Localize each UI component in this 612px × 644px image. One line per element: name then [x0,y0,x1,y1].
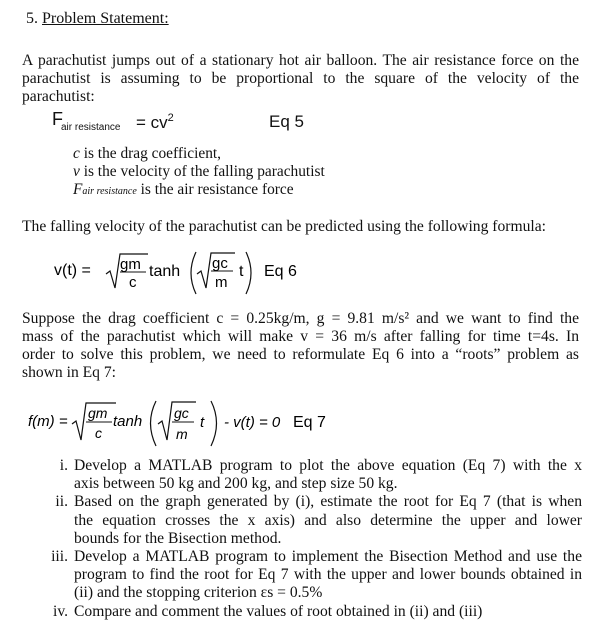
intro-line-1 [22,52,579,70]
task-num-2: ii. [55,493,68,511]
task-2-line-3: bounds for the Bisection method. [74,529,282,547]
task-3-line-3: (ii) and the stopping criterion εs = 0.5% [74,584,323,602]
eq6-sqrt2-num: gc [212,255,228,272]
section-heading: Problem Statement: [42,10,169,27]
suppose-line-3 [22,346,579,364]
section-number: 5. [26,10,42,27]
eq6-sqrt2-den: m [215,274,228,291]
def-f-text: is the air resistance force [136,181,294,198]
eq6-var: t [239,263,244,280]
def-v [73,163,325,181]
definitions [73,145,325,201]
eq7-sqrt2-num: gc [174,405,189,421]
eq7-rest: - v(t) = 0 [224,414,281,431]
task-3-line-2: program to find the root for Eq 7 with the upper and lower bounds obtained in [74,566,582,584]
def-f-symbol: F [73,181,83,198]
def-c-text: is the drag coefficient, [79,145,222,162]
suppose-line-1-text: Suppose the drag coefficient c = 0.25kg/m, g = 9.81 m/s² and we want to find the [22,310,579,327]
eq6-sqrt1-den: c [129,274,137,291]
eq7-sqrt1-num: gm [88,405,108,421]
eq5-label: Eq 5 [269,112,304,131]
eq6-lhs: v(t) = [54,262,91,279]
intro-line-1-text: A parachutist jumps out of a stationary hot air balloon. The air resistance force on the [22,52,579,69]
task-num-4: iv. [52,602,68,620]
eq5-subscript: air resistance [61,122,121,133]
suppose-line-2-text: mass of the parachutist which will make v = 36 m/s after falling for time t=4s. In [22,328,579,345]
eq7-formula [22,396,342,450]
intro-line-2 [22,70,579,88]
eq7-left-paren [151,401,157,446]
task-4-line-1: Compare and comment the values of root obtained in (ii) and (iii) [74,602,483,620]
eq6-right-paren [246,252,251,294]
task-2-line-2: the equation crosses the x axis) and also determine the upper and lower [74,511,582,529]
eq7-right-paren [211,401,217,446]
task-3-line-1: Develop a MATLAB program to implement the Bisection Method and use the [74,548,582,566]
intro-line-2-text: parachutist is assuming to be proportional to the square of the velocity of the [22,70,579,87]
eq6-func: tanh [149,263,181,280]
section-title [26,10,169,28]
suppose-line-3-text: order to solve this problem, we need to reformulate Eq 6 into a “roots” problem as [22,346,579,363]
eq7-label: Eq 7 [293,414,326,431]
eq7-func: tanh [113,413,143,430]
eq6-sqrt1-num: gm [120,256,141,273]
task-item-2 [22,493,582,548]
def-v-text: is the velocity of the falling parachutist [79,163,325,180]
intro-line-3: parachutist: [22,88,95,105]
task-1-line-2: axis between 50 kg and 200 kg, and step size 50 kg. [74,475,398,493]
formula-intro: The falling velocity of the parachutist can be predicted using the following formula: [22,218,546,235]
task-num-1: i. [59,457,68,474]
task-item-4 [22,603,582,621]
eq7-sqrt2-den: m [176,426,188,442]
eq6-formula [40,246,320,298]
eq7-sqrt1-den: c [95,425,102,441]
eq7-var: t [200,414,205,431]
task-2-line-1: Based on the graph generated by (i), estimate the root for Eq 7 (that is when [74,493,582,511]
task-list [22,457,582,621]
eq7-lhs: f(m) = [28,413,68,430]
def-c [73,145,325,163]
suppose-line-4: shown in Eq 7: [22,364,116,381]
eq5-F: F [52,109,63,129]
task-1-line-1: Develop a MATLAB program to plot the above equation (Eq 7) with the x [74,457,582,474]
eq5-exponent: 2 [167,112,174,124]
def-c-symbol: c [73,145,80,162]
task-num-3: iii. [51,548,68,566]
def-f [73,181,325,201]
eq6-left-paren [191,252,196,294]
def-f-subscript: air resistance [82,186,137,197]
eq6-label: Eq 6 [264,263,297,280]
suppose-line-2 [22,328,579,346]
task-item-3 [22,548,582,603]
task-item-1 [22,457,582,493]
eq5-rhs [136,112,174,133]
eq5-equals: = [136,113,146,132]
intro-paragraph [22,52,579,106]
suppose-line-1 [22,310,579,328]
suppose-paragraph [22,310,579,382]
eq5-cv: cv [150,113,168,132]
def-v-symbol: v [73,163,80,180]
